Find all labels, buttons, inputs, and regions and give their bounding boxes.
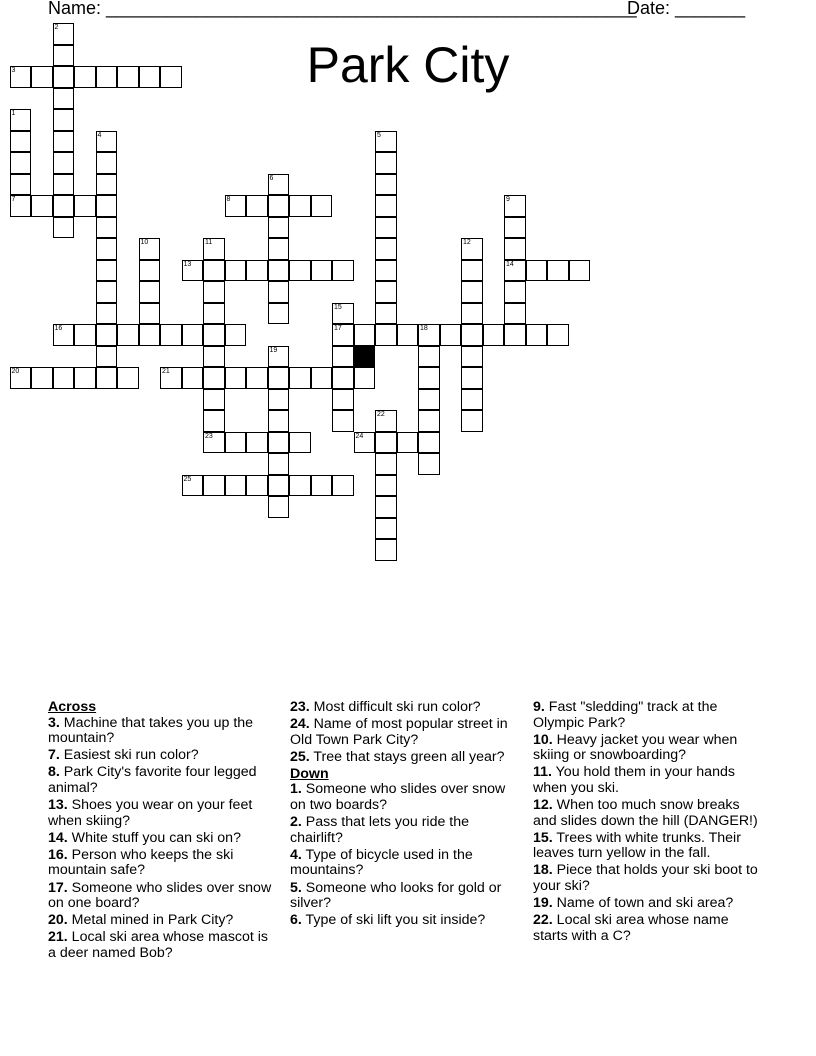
clue-item-number: 21.	[48, 929, 68, 946]
crossword-cell[interactable]	[375, 152, 397, 174]
clue-item-number: 25.	[290, 748, 310, 765]
crossword-cell[interactable]	[397, 324, 419, 346]
crossword-cell[interactable]	[311, 195, 333, 217]
clue-item	[533, 896, 765, 912]
clue-item-text: Machine that takes you up the mountain?	[48, 714, 254, 747]
clue-item-number: 4.	[290, 846, 302, 863]
clue-item	[533, 798, 765, 829]
crossword-cell[interactable]	[53, 217, 75, 239]
crossword-cell[interactable]	[268, 389, 290, 411]
crossword-cell[interactable]	[96, 195, 118, 217]
crossword-cell[interactable]	[311, 367, 333, 389]
crossword-cell[interactable]	[526, 324, 548, 346]
crossword-cell[interactable]	[375, 260, 397, 282]
clue-number: 7	[11, 196, 16, 203]
crossword-cell[interactable]	[182, 475, 204, 497]
down-heading: Down	[290, 765, 329, 782]
crossword-cell[interactable]	[139, 281, 161, 303]
crossword-cell[interactable]	[268, 217, 290, 239]
crossword-cell[interactable]	[53, 195, 75, 217]
crossword-cell[interactable]	[203, 281, 225, 303]
clue-item-text: White stuff you can ski on?	[67, 829, 241, 846]
crossword-cell[interactable]	[225, 432, 247, 454]
crossword-cell[interactable]	[96, 346, 118, 368]
crossword-cell[interactable]	[504, 195, 526, 217]
crossword-cell[interactable]	[332, 260, 354, 282]
crossword-cell[interactable]	[160, 324, 182, 346]
crossword-cell[interactable]	[375, 518, 397, 540]
clue-item	[290, 848, 518, 879]
clue-item	[48, 765, 276, 796]
clue-item-number: 5.	[290, 879, 302, 896]
clue-item-text: Local ski area whose name starts with a C?	[533, 912, 729, 944]
crossword-cell[interactable]	[440, 324, 462, 346]
clue-item-number: 9.	[533, 699, 545, 715]
crossword-cell[interactable]	[332, 324, 354, 346]
clue-item-text: Most difficult ski run color?	[309, 699, 481, 715]
crossword-cell[interactable]	[96, 131, 118, 153]
clue-item	[290, 881, 518, 912]
crossword-cell[interactable]	[375, 475, 397, 497]
crossword-cell[interactable]	[96, 367, 118, 389]
clue-item-text: Someone who slides over snow on one board?	[48, 879, 272, 912]
crossword-cell[interactable]	[268, 432, 290, 454]
crossword-cell[interactable]	[10, 66, 32, 88]
clue-item-number: 20.	[48, 912, 68, 929]
clue-item	[290, 717, 518, 748]
down-clue-list-continued	[533, 700, 765, 944]
crossword-cell[interactable]	[268, 260, 290, 282]
crossword-cell[interactable]	[96, 281, 118, 303]
crossword-cell[interactable]	[10, 174, 32, 196]
crossword-cell[interactable]	[268, 346, 290, 368]
crossword-cell[interactable]	[74, 367, 96, 389]
clue-item-number: 18.	[533, 862, 553, 879]
clue-item	[48, 716, 276, 747]
clue-item	[48, 848, 276, 879]
crossword-cell[interactable]	[203, 260, 225, 282]
crossword-cell[interactable]	[375, 131, 397, 153]
across-clue-list	[48, 716, 276, 962]
crossword-cell[interactable]	[461, 238, 483, 260]
crossword-cell[interactable]	[96, 217, 118, 239]
crossword-cell[interactable]	[397, 432, 419, 454]
crossword-cell[interactable]	[461, 346, 483, 368]
crossword-cell[interactable]	[117, 324, 139, 346]
crossword-cell[interactable]	[332, 389, 354, 411]
crossword-cell[interactable]	[53, 152, 75, 174]
crossword-cell[interactable]	[375, 174, 397, 196]
clue-item-text: Fast "sledding" track at the Olympic Park?	[533, 699, 718, 731]
clue-number: 25	[183, 475, 192, 483]
crossword-cell[interactable]	[461, 367, 483, 389]
crossword-cell[interactable]	[160, 367, 182, 389]
crossword-cell[interactable]	[375, 410, 397, 432]
clue-item-text: Type of bicycle used in the mountains?	[290, 846, 473, 879]
clue-number: 14	[506, 260, 514, 268]
crossword-cell[interactable]	[10, 195, 32, 217]
clue-item-number: 11.	[533, 764, 552, 781]
clue-number: 24	[355, 432, 364, 440]
crossword-cell[interactable]	[225, 195, 247, 217]
crossword-cell[interactable]	[74, 66, 96, 88]
clue-number: 18	[420, 325, 428, 332]
clue-item-text: Park City's favorite four legged animal?	[48, 764, 257, 796]
crossword-cell[interactable]	[225, 475, 247, 497]
clue-item-text: Piece that holds your ski boot to your ski?	[533, 862, 758, 895]
crossword-cell[interactable]	[332, 367, 354, 389]
crossword-cell[interactable]	[375, 432, 397, 454]
crossword-cell[interactable]	[504, 260, 526, 282]
clue-item-text: Trees with white trunks. Their leaves turn yellow in the fall.	[533, 829, 741, 862]
crossword-cell[interactable]	[461, 410, 483, 432]
clue-number: 12	[463, 239, 471, 246]
clue-item-number: 14.	[48, 829, 68, 846]
crossword-cell[interactable]	[182, 260, 204, 282]
clue-item	[290, 782, 518, 813]
crossword-cell[interactable]	[96, 303, 118, 325]
clue-item-number: 6.	[290, 912, 302, 929]
clue-item-number: 15.	[533, 829, 553, 846]
crossword-cell[interactable]	[182, 324, 204, 346]
crossword-cell[interactable]	[96, 260, 118, 282]
crossword-cell[interactable]	[461, 281, 483, 303]
crossword-cell[interactable]	[418, 432, 440, 454]
crossword-cell[interactable]	[246, 260, 268, 282]
crossword-cell[interactable]	[203, 324, 225, 346]
crossword-cell[interactable]	[74, 195, 96, 217]
crossword-cell[interactable]	[375, 453, 397, 475]
crossword-cell[interactable]	[375, 238, 397, 260]
clue-number: 13	[183, 260, 192, 268]
clue-item	[533, 913, 765, 944]
black-square	[354, 346, 376, 368]
crossword-cell[interactable]	[268, 410, 290, 432]
crossword-cell[interactable]	[139, 324, 161, 346]
crossword-cell[interactable]	[160, 66, 182, 88]
crossword-cell[interactable]	[289, 475, 311, 497]
clue-number: 5	[377, 131, 381, 139]
crossword-cell[interactable]	[289, 367, 311, 389]
clue-item-text: Tree that stays green all year?	[309, 748, 505, 765]
clue-item	[290, 913, 518, 929]
crossword-cell[interactable]	[268, 174, 290, 196]
clue-number: 2	[54, 24, 59, 31]
clue-item	[533, 831, 765, 862]
crossword-cell[interactable]	[375, 217, 397, 239]
crossword-cell[interactable]	[504, 303, 526, 325]
crossword-cell[interactable]	[332, 303, 354, 325]
crossword-cell[interactable]	[461, 389, 483, 411]
crossword-cell[interactable]	[139, 303, 161, 325]
crossword-cell[interactable]	[53, 66, 75, 88]
clue-item	[533, 733, 765, 764]
crossword-cell[interactable]	[504, 281, 526, 303]
clue-number: 19	[269, 346, 278, 354]
clues-column-3	[533, 700, 765, 946]
crossword-cell[interactable]	[10, 131, 32, 153]
clue-item-text: Type of ski lift you sit inside?	[301, 912, 486, 929]
crossword-cell[interactable]	[53, 23, 75, 45]
clue-item-number: 22.	[533, 912, 553, 929]
clue-number: 1	[11, 110, 16, 117]
clue-item-text: You hold them in your hands when you ski.	[533, 764, 735, 796]
down-clue-list	[290, 782, 518, 928]
crossword-cell[interactable]	[10, 109, 32, 131]
crossword-cell[interactable]	[418, 346, 440, 368]
crossword-cell[interactable]	[268, 195, 290, 217]
crossword-cell[interactable]	[225, 260, 247, 282]
crossword-cell[interactable]	[31, 195, 53, 217]
clue-item-number: 12.	[533, 797, 553, 814]
clue-number: 21	[162, 368, 170, 375]
crossword-cell[interactable]	[96, 66, 118, 88]
clue-number: 4	[97, 131, 102, 139]
crossword-cell[interactable]	[375, 195, 397, 217]
page-title: Park City	[306, 37, 510, 93]
crossword-cell[interactable]	[418, 453, 440, 475]
crossword-cell[interactable]	[96, 152, 118, 174]
crossword-cell[interactable]	[139, 260, 161, 282]
crossword-cell[interactable]	[139, 238, 161, 260]
crossword-cell[interactable]	[504, 217, 526, 239]
clue-item	[48, 831, 276, 847]
clue-item-text: Heavy jacket you wear when skiing or snowboarding?	[533, 731, 738, 764]
crossword-cell[interactable]	[53, 131, 75, 153]
clue-item	[48, 930, 276, 961]
clue-item-number: 19.	[533, 895, 553, 912]
crossword-cell[interactable]	[246, 475, 268, 497]
crossword-cell[interactable]	[53, 324, 75, 346]
clue-number: 8	[226, 196, 231, 203]
crossword-cell[interactable]	[268, 496, 290, 518]
crossword-cell[interactable]	[504, 324, 526, 346]
clue-item-text: Name of most popular street in Old Town Park City?	[290, 716, 508, 748]
crossword-cell[interactable]	[461, 324, 483, 346]
crossword-cell[interactable]	[31, 367, 53, 389]
crossword-cell[interactable]	[332, 410, 354, 432]
crossword-cell[interactable]	[203, 410, 225, 432]
crossword-cell[interactable]	[31, 66, 53, 88]
clue-item-number: 13.	[48, 797, 68, 814]
clue-item	[533, 700, 765, 731]
clue-item	[48, 748, 276, 764]
crossword-cell[interactable]	[268, 238, 290, 260]
crossword-cell[interactable]	[418, 389, 440, 411]
crossword-cell[interactable]	[268, 475, 290, 497]
clue-number: 20	[11, 368, 20, 375]
crossword-cell[interactable]	[375, 324, 397, 346]
clue-number: 23	[205, 432, 213, 440]
crossword-cell[interactable]	[375, 496, 397, 518]
across-heading: Across	[48, 699, 97, 715]
date-field: Date: _______	[627, 0, 746, 18]
clue-item-number: 3.	[48, 714, 60, 731]
crossword-cell[interactable]	[375, 539, 397, 561]
clue-item	[533, 863, 765, 894]
clue-item-number: 16.	[48, 846, 68, 863]
clue-item-text: Metal mined in Park City?	[67, 912, 234, 929]
clue-item-text: Shoes you wear on your feet when skiing?	[48, 797, 253, 829]
crossword-cell[interactable]	[375, 281, 397, 303]
crossword-cell[interactable]	[504, 238, 526, 260]
crossword-cell[interactable]	[289, 195, 311, 217]
crossword-cell[interactable]	[53, 174, 75, 196]
crossword-cell[interactable]	[332, 346, 354, 368]
name-field: Name: _____________________________________________________	[48, 0, 637, 18]
crossword-cell[interactable]	[547, 260, 569, 282]
clue-number: 10	[140, 239, 149, 246]
clue-item	[290, 815, 518, 846]
crossword-cell[interactable]	[203, 367, 225, 389]
crossword-cell[interactable]	[268, 281, 290, 303]
crossword-cell[interactable]	[418, 410, 440, 432]
clue-item	[290, 750, 518, 766]
clues-column-1	[48, 700, 276, 963]
crossword-cell[interactable]	[96, 174, 118, 196]
crossword-cell[interactable]	[10, 152, 32, 174]
clue-item-number: 2.	[290, 814, 302, 831]
clue-number: 15	[334, 303, 342, 311]
crossword-cell[interactable]	[311, 260, 333, 282]
crossword-cell[interactable]	[117, 66, 139, 88]
crossword-cell[interactable]	[311, 475, 333, 497]
crossword-cell[interactable]	[289, 260, 311, 282]
crossword-cell[interactable]	[117, 367, 139, 389]
clue-item-text: Local ski area whose mascot is a deer named Bob?	[48, 929, 269, 961]
clue-item	[533, 765, 765, 796]
clue-item	[290, 700, 518, 716]
clue-item-text: Someone who looks for gold or silver?	[290, 879, 502, 912]
crossword-cell[interactable]	[268, 453, 290, 475]
crossword-cell[interactable]	[418, 324, 440, 346]
clue-item-text: Person who keeps the ski mountain safe?	[48, 846, 234, 879]
crossword-cell[interactable]	[418, 367, 440, 389]
crossword-cell[interactable]	[569, 260, 591, 282]
crossword-cell[interactable]	[225, 324, 247, 346]
clue-number: 17	[334, 325, 342, 332]
crossword-cell[interactable]	[203, 389, 225, 411]
crossword-cell[interactable]	[354, 432, 376, 454]
crossword-cell[interactable]	[289, 432, 311, 454]
crossword-cell[interactable]	[225, 367, 247, 389]
clue-number: 9	[506, 196, 510, 203]
clue-item-text: Someone who slides over snow on two boards?	[290, 781, 506, 814]
crossword-cell[interactable]	[375, 303, 397, 325]
crossword-cell[interactable]	[139, 66, 161, 88]
across-clue-list-continued	[290, 700, 518, 765]
clue-item-number: 7.	[48, 747, 60, 764]
crossword-cell[interactable]	[354, 324, 376, 346]
crossword-cell[interactable]	[96, 324, 118, 346]
crossword-cell[interactable]	[461, 260, 483, 282]
clue-number: 16	[54, 325, 63, 332]
clue-number: 11	[205, 239, 213, 246]
clue-item	[48, 798, 276, 829]
crossword-cell[interactable]	[203, 303, 225, 325]
crossword-cell[interactable]	[10, 367, 32, 389]
crossword-cell[interactable]	[332, 475, 354, 497]
crossword-cell[interactable]	[53, 88, 75, 110]
crossword-cell[interactable]	[74, 324, 96, 346]
clue-item-text: Easiest ski run color?	[59, 747, 199, 764]
crossword-cell[interactable]	[246, 432, 268, 454]
clue-item-text: When too much snow breaks and slides down the hill (DANGER!)	[533, 797, 758, 829]
crossword-cell[interactable]	[203, 432, 225, 454]
crossword-cell[interactable]	[53, 109, 75, 131]
crossword-cell[interactable]	[246, 195, 268, 217]
crossword-cell[interactable]	[268, 303, 290, 325]
clue-number: 22	[377, 411, 385, 418]
clue-item-number: 10.	[533, 731, 553, 748]
clue-item-number: 23.	[290, 699, 310, 715]
clue-number: 6	[269, 174, 274, 182]
crossword-cell[interactable]	[53, 367, 75, 389]
crossword-cell[interactable]	[96, 238, 118, 260]
crossword-cell[interactable]	[461, 303, 483, 325]
clue-item-number: 17.	[48, 879, 68, 896]
clue-item-number: 1.	[290, 781, 302, 798]
crossword-cell[interactable]	[483, 324, 505, 346]
clue-item-number: 24.	[290, 716, 310, 733]
crossword-cell[interactable]	[203, 346, 225, 368]
clue-item-text: Name of town and ski area?	[552, 895, 734, 912]
clue-item-number: 8.	[48, 764, 60, 781]
crossword-cell[interactable]	[203, 475, 225, 497]
crossword-cell[interactable]	[268, 367, 290, 389]
crossword-cell[interactable]	[53, 45, 75, 67]
crossword-cell[interactable]	[246, 367, 268, 389]
clue-number: 3	[11, 67, 16, 74]
clue-item	[48, 881, 276, 912]
crossword-cell[interactable]	[354, 367, 376, 389]
crossword-cell[interactable]	[203, 238, 225, 260]
crossword-cell[interactable]	[182, 367, 204, 389]
clues-column-2	[290, 700, 518, 930]
clue-item-text: Pass that lets you ride the chairlift?	[290, 814, 470, 846]
crossword-cell[interactable]	[526, 260, 548, 282]
clue-item	[48, 913, 276, 929]
crossword-cell[interactable]	[547, 324, 569, 346]
